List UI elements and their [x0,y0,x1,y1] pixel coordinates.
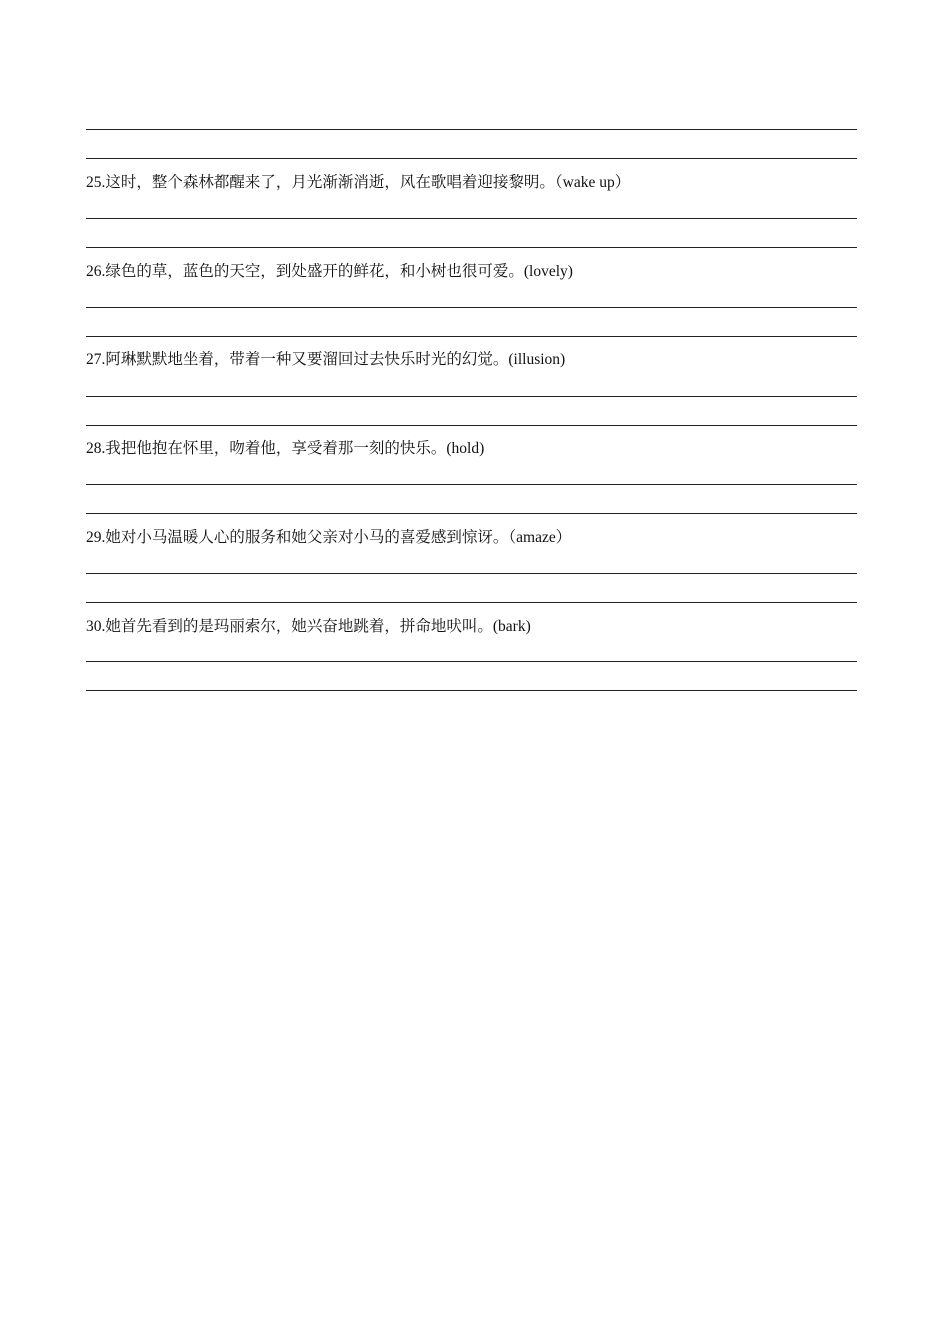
question-27 [86,350,857,370]
question-number: 27. [86,351,106,368]
answer-line [86,247,857,248]
answer-line [86,158,857,159]
answer-line [86,513,857,514]
question-26 [86,262,857,282]
question-29 [86,528,857,548]
question-text: 我把他抱在怀里，吻着他，享受着那一刻的快乐。(hold) [105,440,485,457]
answer-line [86,425,857,426]
answer-line [86,307,857,308]
question-number: 26. [86,263,106,280]
question-number: 25. [86,174,106,191]
answer-line [86,602,857,603]
question-text: 她首先看到的是玛丽索尔，她兴奋地跳着，拼命地吠叫。(bark) [105,618,531,635]
answer-line [86,661,857,662]
question-text: 这时，整个森林都醒来了，月光渐渐消逝，风在歌唱着迎接黎明。（wake up） [105,174,631,191]
answer-line [86,396,857,397]
question-30 [86,617,857,637]
question-text: 绿色的草，蓝色的天空，到处盛开的鲜花，和小树也很可爱。(lovely) [105,263,573,280]
answer-line [86,573,857,574]
question-text: 她对小马温暖人心的服务和她父亲对小马的喜爱感到惊讶。（amaze） [105,529,572,546]
answer-line [86,484,857,485]
answer-line [86,129,857,130]
question-25 [86,173,857,193]
question-number: 28. [86,440,106,457]
question-28 [86,439,857,459]
question-number: 29. [86,529,106,546]
answer-line [86,336,857,337]
question-text: 阿琳默默地坐着，带着一种又要溜回过去快乐时光的幻觉。(illusion) [105,351,566,368]
answer-line [86,690,857,691]
question-number: 30. [86,618,106,635]
answer-line [86,218,857,219]
